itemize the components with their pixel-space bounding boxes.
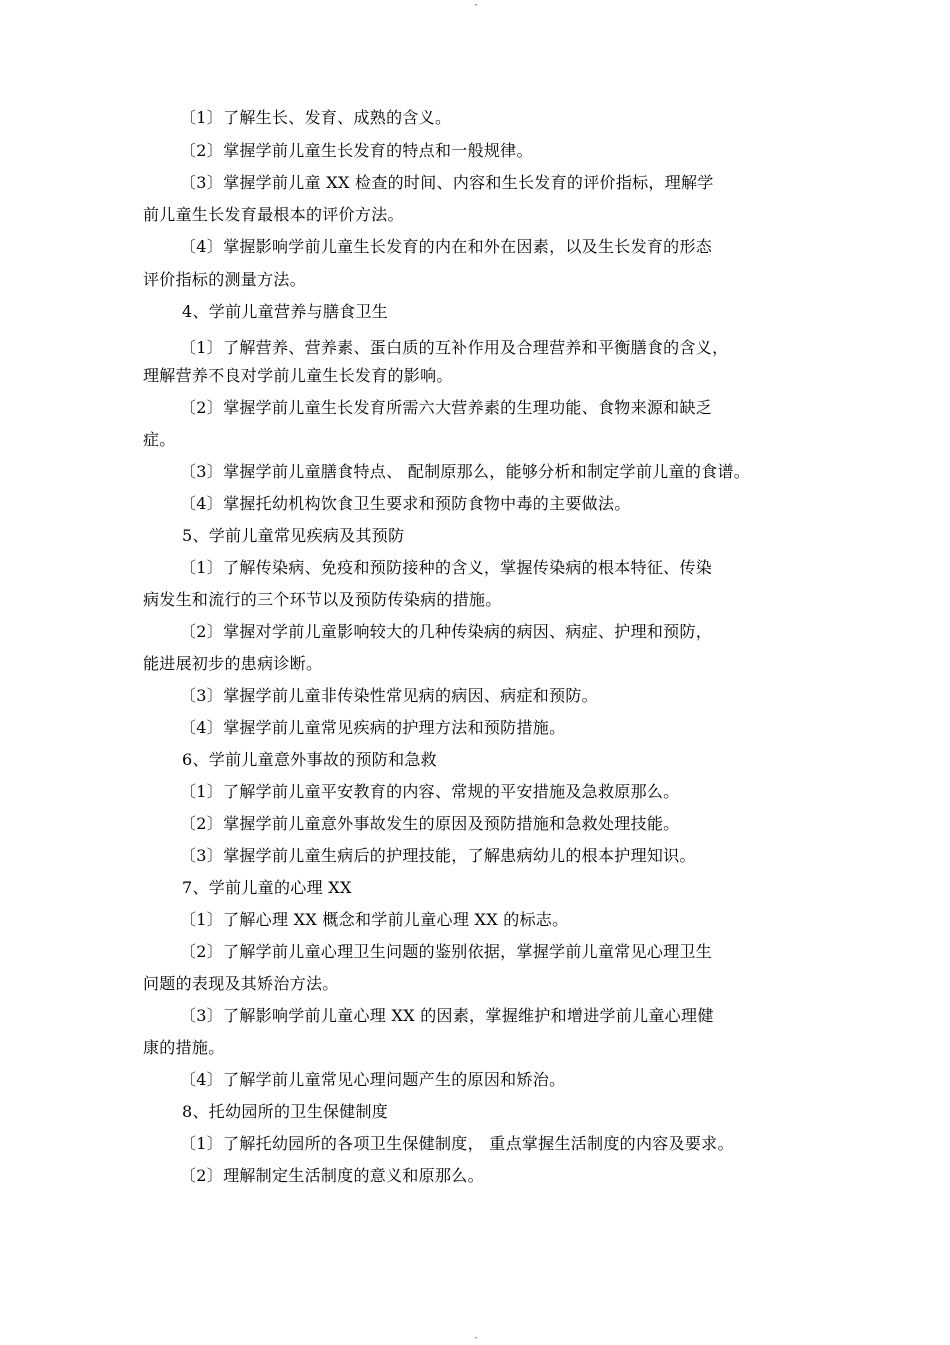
list-item: 〔1〕了解学前儿童平安教育的内容、常规的平安措施及急救原那么。 — [180, 782, 680, 801]
list-item-continuation: 能进展初步的患病诊断。 — [143, 654, 323, 673]
list-item: 〔4〕了解学前儿童常见心理问题产生的原因和矫治。 — [180, 1070, 566, 1089]
list-item: 〔1〕了解托幼园所的各项卫生保健制度， 重点掌握生活制度的内容及要求。 — [180, 1134, 734, 1153]
section-heading: 8、托幼园所的卫生保健制度 — [182, 1102, 389, 1121]
footer-page-mark: - — [474, 1333, 478, 1343]
list-item: 〔3〕掌握学前儿童 XX 检查的时间、内容和生长发育的评价指标，理解学 — [180, 173, 714, 192]
list-item: 〔4〕掌握影响学前儿童生长发育的内在和外在因素，以及生长发育的形态 — [180, 237, 713, 256]
list-item-continuation: 病发生和流行的三个环节以及预防传染病的措施。 — [143, 590, 502, 609]
header-page-mark: - — [474, 0, 478, 10]
list-item: 〔2〕掌握学前儿童意外事故发生的原因及预防措施和急救处理技能。 — [180, 814, 680, 833]
list-item: 〔3〕掌握学前儿童非传染性常见病的病因、病症和预防。 — [180, 686, 598, 705]
list-item: 〔1〕了解营养、营养素、蛋白质的互补作用及合理营养和平衡膳食的含义， — [180, 338, 729, 357]
list-item-continuation: 评价指标的测量方法。 — [143, 270, 307, 289]
list-item: 〔2〕掌握学前儿童生长发育的特点和一般规律。 — [180, 141, 533, 160]
list-item: 〔3〕掌握学前儿童生病后的护理技能，了解患病幼儿的根本护理知识。 — [180, 846, 696, 865]
list-item-continuation: 康的措施。 — [143, 1038, 225, 1057]
section-heading: 5、学前儿童常见疾病及其预防 — [182, 526, 405, 545]
list-item: 〔1〕了解生长、发育、成熟的含义。 — [180, 108, 452, 127]
list-item: 〔1〕了解传染病、免疫和预防接种的含义，掌握传染病的根本特征、传染 — [180, 558, 713, 577]
list-item: 〔1〕了解心理 XX 概念和学前儿童心理 XX 的标志。 — [180, 910, 569, 929]
list-item: 〔4〕掌握托幼机构饮食卫生要求和预防食物中毒的主要做法。 — [180, 494, 631, 513]
section-heading: 6、学前儿童意外事故的预防和急救 — [182, 750, 437, 769]
list-item-continuation: 症。 — [143, 430, 176, 449]
list-item-continuation: 问题的表现及其矫治方法。 — [143, 974, 339, 993]
list-item-continuation: 前儿童生长发育最根本的评价方法。 — [143, 205, 404, 224]
list-item: 〔4〕掌握学前儿童常见疾病的护理方法和预防措施。 — [180, 718, 566, 737]
list-item: 〔3〕了解影响学前儿童心理 XX 的因素，掌握维护和增进学前儿童心理健 — [180, 1006, 714, 1025]
list-item: 〔2〕理解制定生活制度的意义和原那么。 — [180, 1166, 484, 1185]
list-item: 〔2〕掌握学前儿童生长发育所需六大营养素的生理功能、食物来源和缺乏 — [180, 398, 713, 417]
section-heading: 7、学前儿童的心理 XX — [182, 878, 352, 897]
list-item: 〔3〕掌握学前儿童膳食特点、 配制原那么，能够分析和制定学前儿童的食谱。 — [180, 462, 751, 481]
section-heading: 4、学前儿童营养与膳食卫生 — [182, 302, 389, 321]
list-item: 〔2〕了解学前儿童心理卫生问题的鉴别依据，掌握学前儿童常见心理卫生 — [180, 942, 713, 961]
list-item-continuation: 理解营养不良对学前儿童生长发育的影响。 — [143, 366, 453, 385]
list-item: 〔2〕掌握对学前儿童影响较大的几种传染病的病因、病症、护理和预防， — [180, 622, 713, 641]
